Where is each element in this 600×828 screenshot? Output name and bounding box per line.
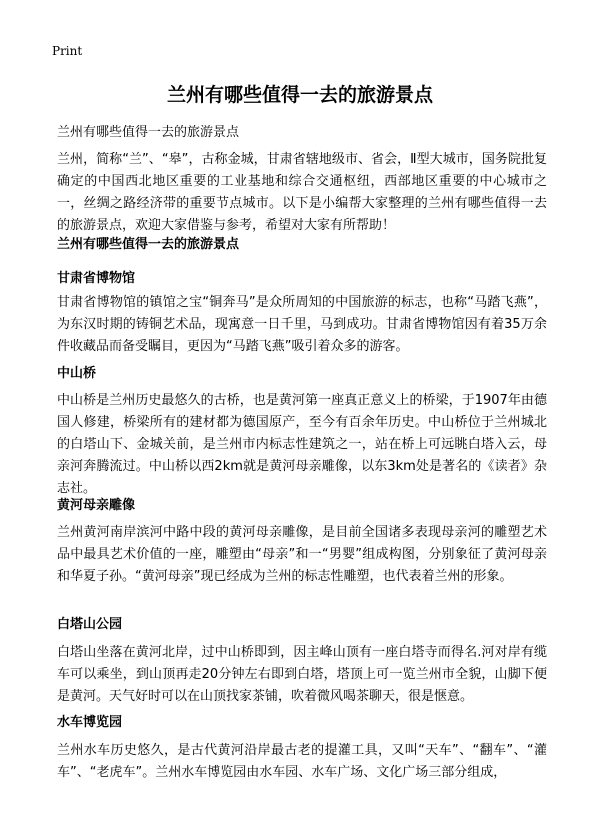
section-heading-museum: 甘肃省博物馆 <box>57 271 136 286</box>
page-title: 兰州有哪些值得一去的旅游景点 <box>166 84 433 106</box>
print-link[interactable]: Print <box>52 44 83 58</box>
section-text-statue: 兰州黄河南岸滨河中路中段的黄河母亲雕像，是目前全国诸多表现母亲河的雕塑艺术品中最具艺术价值的一座，雕塑由“母亲”和一“男婴”组成构图，分别象征了黄河母亲和华夏子孙。“黄河母亲”现已经成为兰州的标志性雕塑，也代表着兰州的形象。 <box>57 525 547 584</box>
section-heading-statue: 黄河母亲雕像 <box>57 498 136 513</box>
section-heading-park: 白塔山公园 <box>57 617 123 632</box>
section-text-park: 白塔山坐落在黄河北岸，过中山桥即到，因主峰山顶有一座白塔寺而得名.河对岸有缆车可以乘坐，到山顶再走20分钟左右即到白塔，塔顶上可一览兰州市全貌，山脚下便是黄河。天气好时可以在山顶找家茶铺，吹着微风喝茶聊天，很是惬意。 <box>57 645 547 704</box>
main-section-heading: 兰州有哪些值得一去的旅游景点 <box>57 237 240 252</box>
section-heading-waterwheel: 水车博览园 <box>57 715 123 730</box>
section-heading-bridge: 中山桥 <box>57 366 97 381</box>
section-text-museum: 甘肃省博物馆的镇馆之宝“铜奔马”是众所周知的中国旅游的标志，也称“马踏飞燕”，为东汉时期的铸铜艺术品，现寓意一日千里，马到成功。甘肃省博物馆因有着35万余件收藏品而备受瞩目，更因为“马踏飞燕”吸引着众多的游客。 <box>57 295 547 354</box>
intro-paragraph: 兰州，简称“兰”、“皋”，古称金城，甘肃省辖地级市、省会，Ⅱ型大城市，国务院批复确定的中国西北地区重要的工业基地和综合交通枢纽，西部地区重要的中心城市之一，丝绸之路经济带的重要节点城市。以下是小编帮大家整理的兰州有哪些值得一去的旅游景点，欢迎大家借鉴与参考，希望对大家有所帮助！ <box>57 152 547 233</box>
section-text-bridge: 中山桥是兰州历史最悠久的古桥，也是黄河第一座真正意义上的桥梁，于1907年由德国人修建，桥梁所有的建材都为德国原产，至今有百余年历史。中山桥位于兰州城北的白塔山下、金城关前，是兰州市内标志性建筑之一，站在桥上可远眺白塔入云，母亲河奔腾流过。中山桥以西2km就是黄河母亲雕像，以东3km处是著名的《读者》杂志社。 <box>57 393 547 496</box>
article-subtitle: 兰州有哪些值得一去的旅游景点 <box>57 125 240 140</box>
section-text-waterwheel: 兰州水车历史悠久，是古代黄河沿岸最古老的提灌工具，又叫“天车”、“翻车”、“灌车”、“老虎车”。兰州水车博览园由水车园、水车广场、文化广场三部分组成， <box>57 743 547 780</box>
